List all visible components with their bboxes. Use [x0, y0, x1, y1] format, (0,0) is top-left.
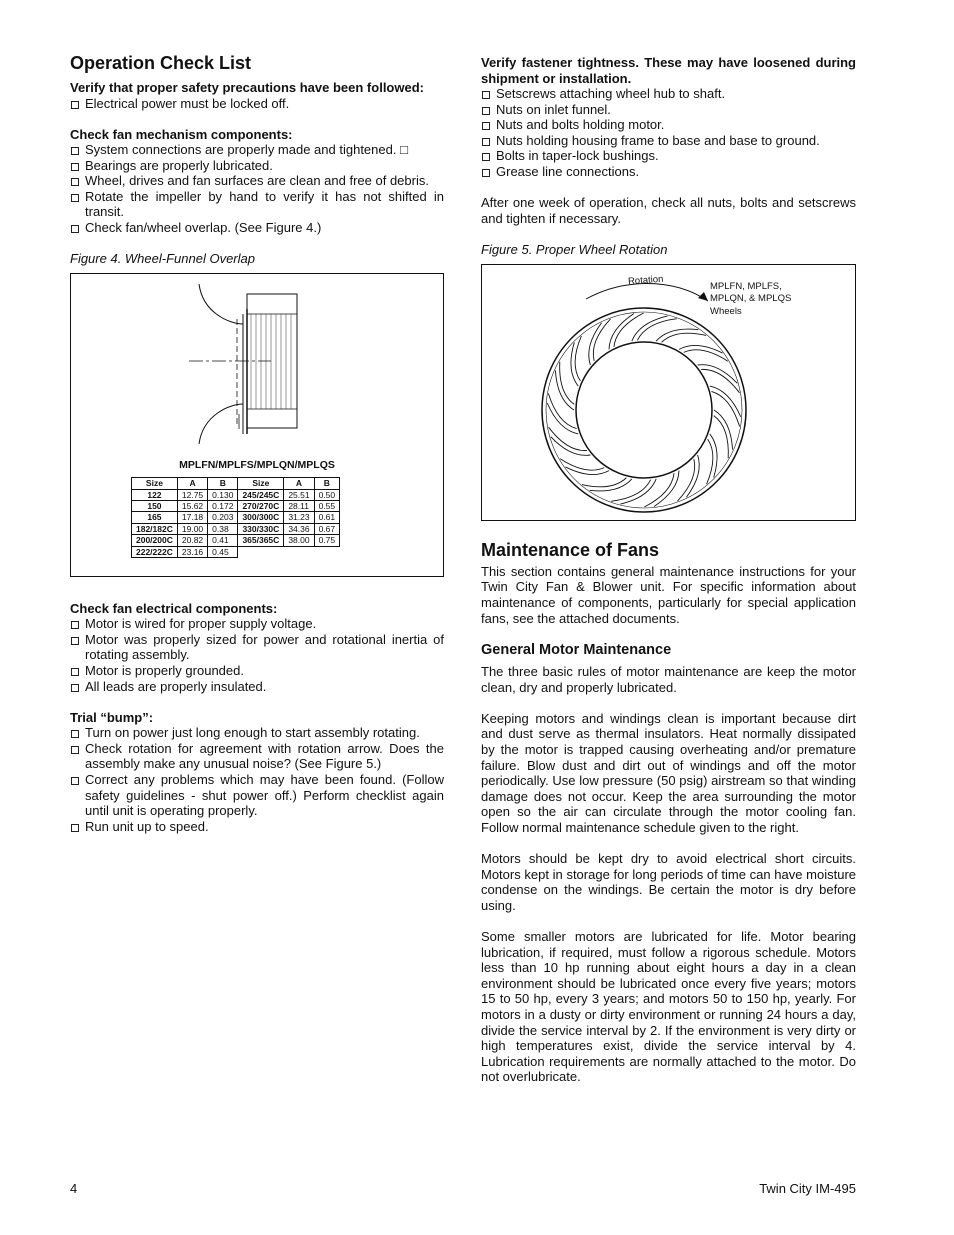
list-item: Grease line connections.: [481, 164, 856, 180]
list-item: Setscrews attaching wheel hub to shaft.: [481, 86, 856, 102]
col-header: B: [208, 478, 238, 489]
list-item: Wheel, drives and fan surfaces are clean and free of debris.: [70, 173, 444, 189]
maintenance-title: Maintenance of Fans: [481, 539, 660, 560]
figure5-caption: Figure 5. Proper Wheel Rotation: [481, 241, 668, 257]
wheel-blade: [582, 477, 626, 486]
list-item: Rotate the impeller by hand to verify it has not shifted in transit.: [70, 189, 444, 220]
table-row: 222/222C 23.16 0.45: [132, 546, 340, 557]
motor-maintenance-heading: General Motor Maintenance: [481, 642, 672, 659]
wheel-blade: [710, 386, 741, 417]
rotation-label: Rotation: [627, 273, 664, 287]
wheel-blade: [620, 479, 656, 504]
wheel-blade: [632, 316, 668, 341]
figure4-table-title: MPLFN/MPLFS/MPLQN/MPLQS: [179, 459, 335, 472]
after-week-text: After one week of operation, check all nuts, bolts and setscrews and tighten if necessary.: [481, 195, 856, 226]
col-header: Size: [132, 478, 178, 489]
fasteners-heading: Verify fastener tightness. These may have loosened during shipment or installation.: [481, 55, 856, 86]
list-item: Motor is wired for proper supply voltage.: [70, 616, 444, 632]
wheel-funnel-overlap-drawing: [71, 274, 443, 454]
trial-bump-heading: Trial “bump”:: [70, 709, 154, 725]
list-item: Nuts and bolts holding motor.: [481, 117, 856, 133]
list-item: Bolts in taper-lock bushings.: [481, 148, 856, 164]
safety-heading: Verify that proper safety precautions have been followed:: [70, 80, 424, 95]
wheel-blade: [590, 479, 632, 491]
figure4-box: [70, 273, 444, 577]
page-number: 4: [70, 1181, 78, 1196]
wheel-blade: [548, 393, 576, 428]
wheel-blade: [637, 318, 676, 340]
list-item: Motor was properly sized for power and rotational inertia of rotating assembly.: [70, 632, 444, 663]
motor-paragraph-4: Some smaller motors are lubricated for life. Motor bearing lubrication, if required, must follow a rigorous schedule. Motors less than 10 hp running about eight hours a day in a clean environment should be lubricated once every five years; motors 15 to 50 hp, every 3 years; and motors 50 to 150 hp, yearly. For motors in a dusty or dirty environment or running 24 hours a day, divide the service interval by 2. If the environment is very dirty or high temperatures exist, divide the service interval by 4. Lubrication requirements are normally attached to the motor. Do not overlubricate.: [481, 928, 856, 1085]
right-column: [481, 55, 856, 1085]
wheel-blade: [547, 403, 578, 434]
list-item: System connections are properly made and tightened. □: [70, 142, 444, 158]
wheel-blade: [611, 479, 650, 501]
wheel-blade: [575, 336, 581, 381]
wheel-funnel-overlap-table: [131, 477, 340, 558]
fasteners-list: [481, 86, 856, 180]
wheel-blade: [555, 370, 574, 410]
col-header: A: [177, 478, 207, 489]
wheel-label: MPLFN, MPLFS, MPLQN, & MPLQS Wheels: [710, 280, 792, 317]
wheel-blade: [714, 415, 729, 458]
list-item: Nuts holding housing frame to base and base to ground.: [481, 133, 856, 149]
figure4-caption: Figure 4. Wheel-Funnel Overlap: [70, 251, 255, 267]
list-item: All leads are properly insulated.: [70, 679, 444, 695]
motor-paragraph-2: Keeping motors and windings clean is important because dirt and dust serve as thermal insulators. Heat normally dissipated by the motor is trapped causing overheating and/or premature failure. Blow dust and dirt out of windings and off the motor periodically. Use low pressure (50 psig) airstream so that winding damage does not occur. Keep the area surrounding the motor open so the air can circulate through the motor cooling fan. Follow normal maintenance schedule given to the right.: [481, 710, 856, 835]
list-item: Nuts on inlet funnel.: [481, 102, 856, 118]
col-header: B: [314, 478, 340, 489]
mechanism-heading: Check fan mechanism components:: [70, 126, 293, 142]
operation-check-list-title: Operation Check List: [70, 53, 252, 73]
list-item: Run unit up to speed.: [70, 819, 444, 835]
table-header-row: [132, 478, 340, 489]
list-item: Correct any problems which may have been found. (Follow safety guidelines - shut power off.) Perform checklist again until unit is operating properly.: [70, 772, 444, 819]
col-header: A: [284, 478, 314, 489]
list-item: Electrical power must be locked off.: [70, 96, 444, 112]
wheel-blade: [662, 333, 706, 342]
col-header: Size: [238, 478, 284, 489]
list-item: Bearings are properly lubricated.: [70, 158, 444, 174]
list-item: Check fan/wheel overlap. (See Figure 4.): [70, 220, 444, 236]
electrical-heading: Check fan electrical components:: [70, 600, 278, 616]
wheel-blade: [714, 410, 733, 450]
motor-paragraph-1: The three basic rules of motor maintenance are keep the motor clean, dry and properly lubricated.: [481, 664, 856, 695]
list-item: Motor is properly grounded.: [70, 663, 444, 679]
wheel-blade: [560, 362, 575, 405]
left-column: [70, 52, 444, 834]
trial-bump-list: [70, 725, 444, 834]
table-row: 165 17.18 0.203 300/300C 31.23 0.61: [132, 512, 340, 523]
table-row: 122 12.75 0.130 245/245C 25.51 0.50: [132, 489, 340, 500]
electrical-list: [70, 616, 444, 694]
wheel-blade: [656, 329, 698, 341]
list-item: Turn on power just long enough to start assembly rotating.: [70, 725, 444, 741]
motor-paragraph-3: Motors should be kept dry to avoid electrical short circuits. Motors kept in storage for long periods of time can have moisture condense on the windings. Be certain the motor is dry before using.: [481, 851, 856, 913]
wheel-blade: [711, 391, 739, 426]
wheel-rotation-drawing: [482, 265, 855, 520]
table-row: 182/182C 19.00 0.38 330/330C 34.36 0.67: [132, 523, 340, 534]
wheel-blade: [707, 439, 713, 484]
figure5-box: [481, 264, 856, 521]
list-item: Check rotation for agreement with rotation arrow. Does the assembly make any unusual noise? (See Figure 5.): [70, 741, 444, 772]
document-id: Twin City IM-495: [759, 1181, 856, 1196]
maintenance-intro: This section contains general maintenance instructions for your Twin City Fan & Blower unit. For specific information about maintenance of components, particularly for special application fans, see the attached documents.: [481, 563, 856, 626]
table-row: 200/200C 20.82 0.41 365/365C 38.00 0.75: [132, 535, 340, 546]
table-row: 150 15.62 0.172 270/270C 28.11 0.55: [132, 500, 340, 511]
safety-list: [70, 96, 444, 112]
mechanism-list: [70, 142, 444, 236]
